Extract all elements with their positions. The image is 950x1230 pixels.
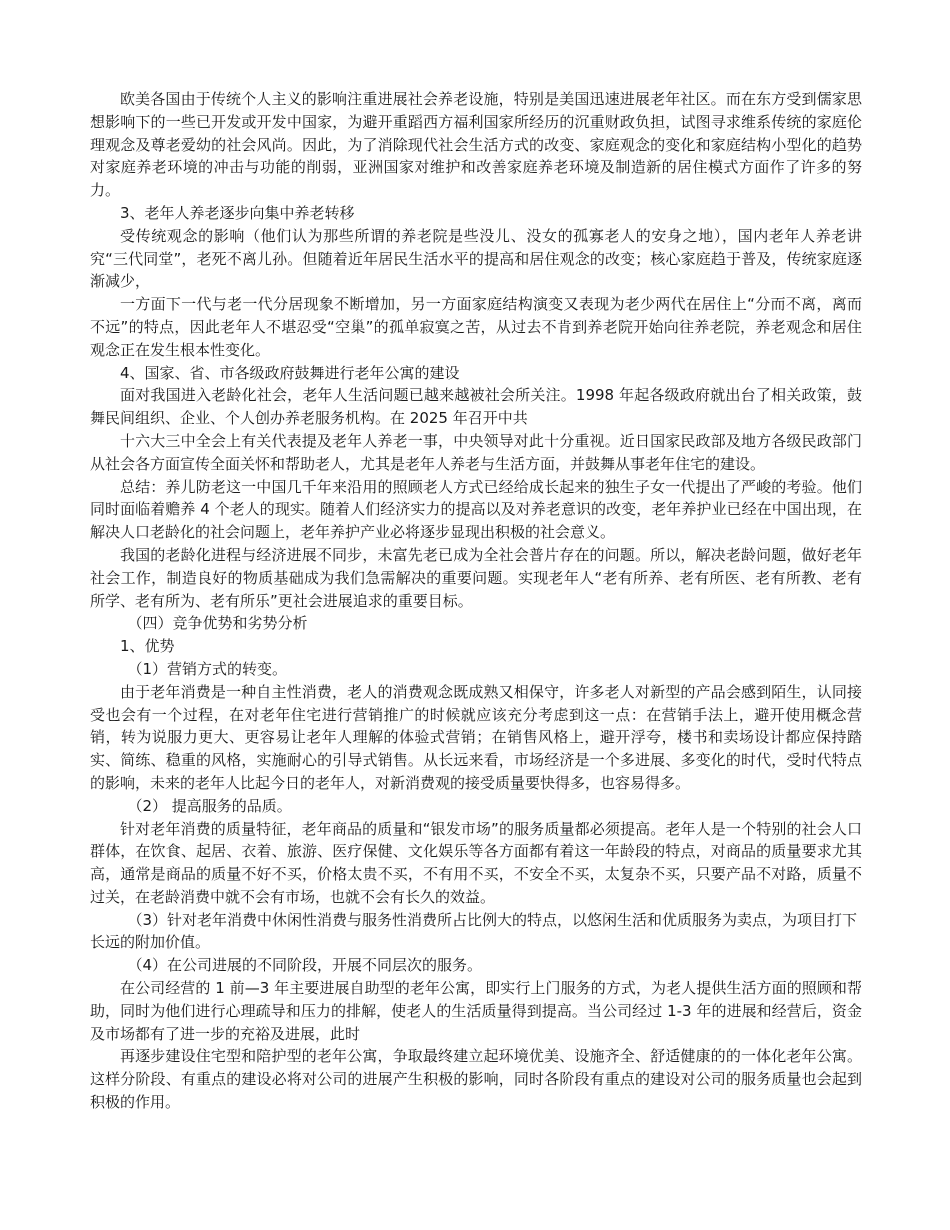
section-heading: 3、老年人养老逐步向集中养老转移 [120, 203, 355, 222]
document-page [90, 88, 862, 1114]
paragraph: 受传统观念的影响（他们认为那些所谓的养老院是些没儿、没女的孤寡老人的安身之地），国内老年人养老讲究“三代同堂”，老死不离儿孙。但随着近年居民生活水平的提高和居住观念的改变；核心家庭趋于普及，传统家庭逐渐减少， [90, 226, 862, 291]
subsection-heading: （3）针对老年消费中休闲性消费与服务性消费所占比例大的特点，以悠闲生活和优质服务为卖点，为项目打下长远的附加价值。 [90, 910, 858, 952]
paragraph: 我国的老龄化进程与经济进展不同步，未富先老已成为全社会普片存在的问题。所以，解决老龄问题，做好老年社会工作，制造良好的物质基础成为我们急需解决的重要问题。实现老年人“老有所养、老有所医、老有所教、老有所学、老有所为、老有所乐”更社会进展追求的重要目标。 [90, 545, 862, 610]
paragraph: 面对我国进入老龄化社会，老年人生活问题已越来越被社会所关注。1998 年起各级政府就出台了相关政策，鼓舞民间组织、企业、个人创办养老服务机构。在 2025 年召开中共 [90, 386, 862, 428]
paragraph: 欧美各国由于传统个人主义的影响注重进展社会养老设施，特别是美国迅速进展老年社区。而在东方受到儒家思想影响下的一些已开发或开发中国家，为避开重蹈西方福利国家所经历的沉重财政负担，试图寻求维系传统的家庭伦理观念及尊老爱幼的社会风尚。因此，为了消除现代社会生活方式的改变、家庭观念的变化和家庭结构小型化的趋势对家庭养老环境的冲击与功能的削弱，亚洲国家对维护和改善家庭养老环境及制造新的居住模式方面作了许多的努力。 [90, 90, 862, 200]
subsection-heading: （1）营销方式的转变。 [127, 659, 288, 678]
paragraph: 由于老年消费是一种自主性消费，老人的消费观念既成熟又相保守，许多老人对新型的产品会感到陌生，认同接受也会有一个过程，在对老年住宅进行营销推广的时候就应该充分考虑到这一点：在营销手法上，避开使用概念营销，转为说服力更大、更容易让老年人理解的体验式营销；在销售风格上，避开浮夸，楼书和卖场设计都应保持踏实、简练、稳重的风格，实施耐心的引导式销售。从长远来看，市场经济是一个多进展、多变化的时代，受时代特点的影响，未来的老年人比起今日的老年人，对新消费观的接受质量要快得多，也容易得多。 [90, 682, 862, 792]
paragraph: 总结：养儿防老这一中国几千年来沿用的照顾老人方式已经给成长起来的独生子女一代提出了严峻的考验。他们同时面临着赡养 4 个老人的现实。随着人们经济实力的提高以及对养老意识的改变，老年养护业已经在中国出现，在解决人口老龄化的社会问题上，老年养护产业必将逐步显现出积极的社会意义。 [90, 477, 862, 542]
subsection-heading: （2） 提高服务的品质。 [127, 796, 292, 815]
section-heading: 1、优势 [120, 637, 175, 656]
section-heading: 4、国家、省、市各级政府鼓舞进行老年公寓的建设 [120, 363, 460, 382]
subsection-heading: （四）竞争优势和劣势分析 [127, 614, 308, 633]
paragraph: 针对老年消费的质量特征，老年商品的质量和“银发市场”的服务质量都必须提高。老年人是一个特别的社会人口群体，在饮食、起居、衣着、旅游、医疗保健、文化娱乐等各方面都有着这一年龄段的特点，对商品的质量要求尤其高，通常是商品的质量不好不买，价格太贵不买，不有用不买，不安全不买，太复杂不买，只要产品不对路，质量不过关，在老龄消费中就不会有市场，也就不会有长久的效益。 [90, 819, 862, 906]
subsection-heading: （4）在公司进展的不同阶段，开展不同层次的服务。 [127, 956, 483, 975]
paragraph: 再逐步建设住宅型和陪护型的老年公寓，争取最终建立起环境优美、设施齐全、舒适健康的的一体化老年公寓。这样分阶段、有重点的建设必将对公司的进展产生积极的影响，同时各阶段有重点的建设对公司的服务质量也会起到积极的作用。 [90, 1047, 862, 1112]
paragraph: 在公司经营的 1 前—3 年主要进展自助型的老年公寓，即实行上门服务的方式，为老人提供生活方面的照顾和帮助，同时为他们进行心理疏导和压力的排解，使老人的生活质量得到提高。当公司经过 1-3 年的进展和经营后，资金及市场都有了进一步的充裕及进展，此时 [90, 979, 862, 1043]
paragraph: 一方面下一代与老一代分居现象不断增加，另一方面家庭结构演变又表现为老少两代在居住上“分而不离，离而不远”的特点，因此老年人不堪忍受“空巢”的孤单寂寞之苦，从过去不肯到养老院开始向往养老院，养老观念和居住观念正在发生根本性变化。 [90, 295, 862, 359]
paragraph: 十六大三中全会上有关代表提及老年人养老一事，中央领导对此十分重视。近日国家民政部及地方各级民政部门从社会各方面宣传全面关怀和帮助老人，尤其是老年人养老与生活方面，并鼓舞从事老年住宅的建设。 [90, 431, 862, 473]
